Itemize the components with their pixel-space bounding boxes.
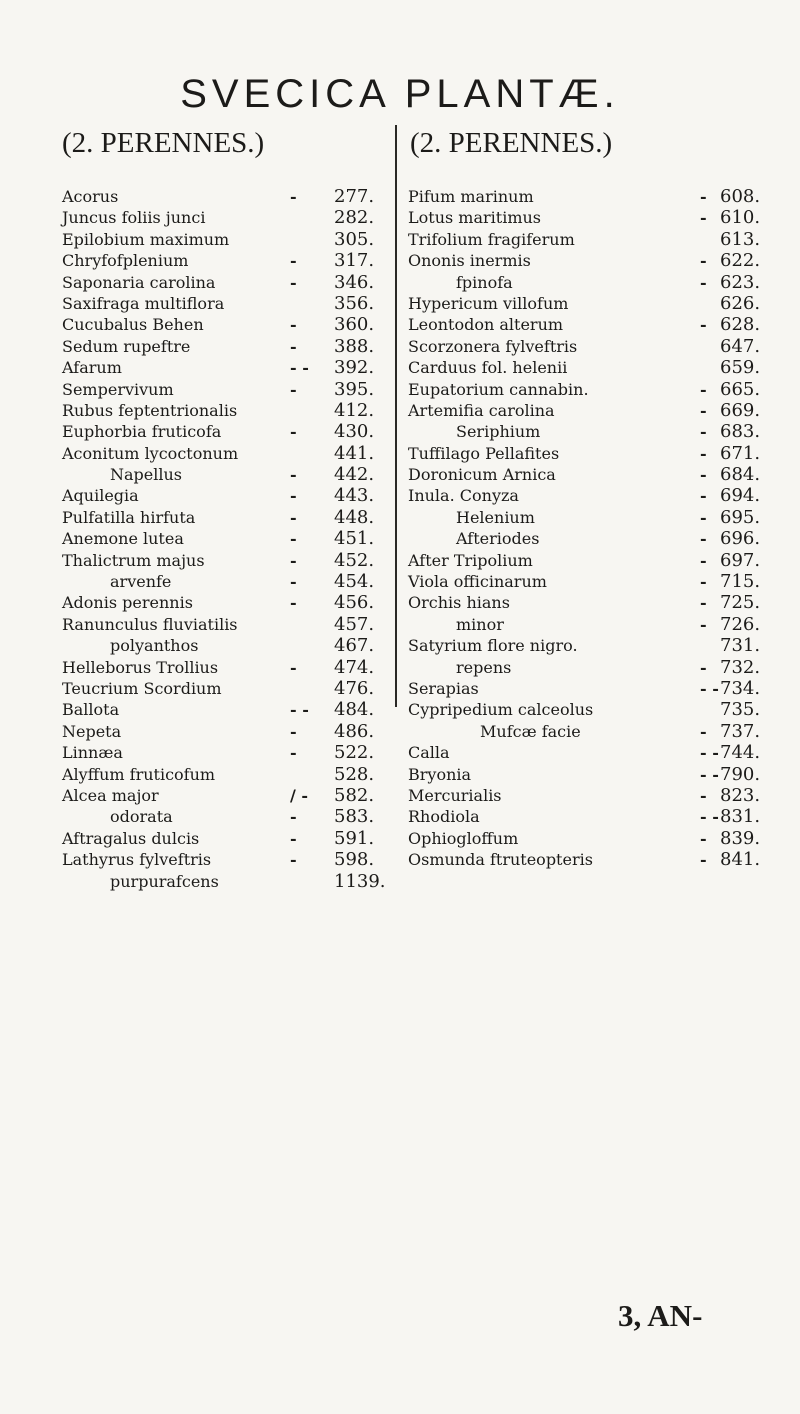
leader-dash: - (700, 422, 707, 442)
page-number: 628. (720, 314, 761, 336)
left-plant-list (62, 186, 387, 892)
leader-dash: - (290, 807, 297, 827)
plant-name: Serapias (408, 678, 479, 698)
leader-dash: - (290, 422, 297, 442)
page-number: 715. (720, 571, 761, 593)
plant-name: minor (456, 614, 504, 634)
plant-name: Ophiogloffum (408, 828, 519, 848)
plant-name: Eupatorium cannabin. (408, 379, 589, 399)
plant-entry (62, 721, 387, 742)
leader-dash: - (290, 272, 297, 292)
page-number: 582. (334, 784, 375, 806)
leader-dash: - (700, 400, 707, 420)
page-number: 392. (334, 357, 375, 379)
plant-entry (408, 292, 761, 314)
leader-dash: - (290, 743, 297, 763)
page-number: 726. (720, 613, 761, 635)
page-number: 317. (334, 250, 375, 272)
page-number: 737. (720, 720, 761, 742)
page-number: 474. (334, 656, 375, 678)
plant-entry (408, 742, 761, 764)
plant-entry (62, 592, 387, 613)
page-number: 528. (334, 763, 375, 785)
plant-entry (408, 592, 761, 614)
page-number: 671. (720, 442, 761, 464)
leader-dash: - (700, 272, 707, 292)
page-number: 623. (720, 271, 761, 293)
leader-dash: - (700, 208, 707, 228)
page-number: 395. (334, 378, 375, 400)
plant-entry (408, 357, 761, 379)
plant-entry (408, 656, 761, 678)
plant-name: odorata (110, 807, 173, 827)
leader-dash: - (700, 465, 707, 485)
plant-name: Alyffum fruticofum (62, 764, 216, 784)
column-divider (395, 125, 397, 707)
page-number: 696. (720, 528, 761, 550)
plant-entry (62, 871, 387, 892)
plant-name: Anemone lutea (62, 529, 184, 549)
leader-dash: - (290, 379, 297, 399)
plant-name: repens (456, 657, 512, 677)
page-number: 732. (720, 656, 761, 678)
plant-name: Aftragalus dulcis (62, 828, 200, 848)
plant-entry (408, 784, 761, 806)
plant-name: After Tripolium (408, 550, 533, 570)
page-number: 441. (334, 442, 375, 464)
leader-dash: - - (700, 764, 719, 784)
leader-dash: - (700, 315, 707, 335)
leader-dash: - (700, 379, 707, 399)
leader-dash: - (700, 657, 707, 677)
plant-name: Artemifia carolina (408, 400, 555, 420)
page-number: 486. (334, 720, 375, 742)
plant-entry (408, 528, 761, 550)
plant-entry (62, 635, 387, 656)
leader-dash: - (290, 572, 297, 592)
leader-dash: - (290, 593, 297, 613)
plant-entry (408, 699, 761, 721)
page-number: 647. (720, 335, 761, 357)
right-column-header: (2. PERENNES.) (410, 127, 613, 159)
leader-dash: - (290, 486, 297, 506)
plant-name: Epilobium maximum (62, 229, 230, 249)
leader-dash: - (700, 187, 707, 206)
plant-entry (408, 228, 761, 250)
leader-dash: - (290, 507, 297, 527)
leader-dash: / - (290, 785, 309, 805)
plant-name: Cucubalus Behen (62, 315, 204, 335)
plant-name: Afarum (62, 358, 122, 378)
leader-dash: - (700, 529, 707, 549)
page-number: 608. (720, 186, 761, 207)
plant-entry (62, 571, 387, 592)
plant-name: Pifum marinum (408, 187, 534, 206)
plant-entry (408, 549, 761, 571)
plant-name: Inula. Conyza (408, 486, 519, 506)
plant-name: Saxifraga multiflora (62, 293, 225, 313)
page-title: SVECICA PLANTÆ. (180, 72, 620, 116)
plant-entry (62, 207, 387, 228)
page-number: 735. (720, 699, 761, 721)
page-number: 622. (720, 250, 761, 272)
leader-dash: - (700, 721, 707, 741)
plant-entry (408, 635, 761, 657)
plant-entry (408, 186, 761, 207)
page-number: 452. (334, 549, 375, 571)
plant-entry (62, 507, 387, 528)
page-number: 454. (334, 571, 375, 593)
leader-dash: - - (290, 700, 309, 720)
page-number: 823. (720, 784, 761, 806)
plant-name: Nepeta (62, 721, 122, 741)
leader-dash: - (290, 465, 297, 485)
plant-entry (62, 379, 387, 400)
plant-name: Euphorbia fruticofa (62, 422, 222, 442)
plant-entry (408, 442, 761, 464)
leader-dash: - - (290, 358, 309, 378)
plant-name: Ballota (62, 700, 120, 720)
plant-entry (62, 764, 387, 785)
plant-name: Adonis perennis (62, 593, 193, 613)
page-number: 282. (334, 207, 375, 229)
leader-dash: - (700, 785, 707, 805)
page-number: 360. (334, 314, 375, 336)
plant-name: Thalictrum majus (62, 550, 205, 570)
plant-name: Mufcæ facie (480, 721, 581, 741)
plant-entry (408, 250, 761, 272)
plant-entry (408, 677, 761, 699)
page-number: 734. (720, 677, 761, 699)
plant-name: Helleborus Trollius (62, 657, 219, 677)
page-number: 448. (334, 506, 375, 528)
plant-name: Ononis inermis (408, 251, 531, 271)
page-number: 457. (334, 613, 375, 635)
plant-entry (408, 827, 761, 849)
page-number: 356. (334, 292, 375, 314)
plant-name: Aconitum lycoctonum (62, 443, 239, 463)
plant-name: Tuffilago Pellafites (408, 443, 560, 463)
plant-name: Napellus (110, 465, 182, 485)
leader-dash: - (700, 251, 707, 271)
page-number: 1139. (334, 870, 386, 892)
leader-dash: - (700, 507, 707, 527)
plant-name: Seriphium (456, 422, 541, 442)
page-number: 725. (720, 592, 761, 614)
page-number: 598. (334, 849, 375, 871)
plant-entry (408, 571, 761, 593)
plant-entry (62, 699, 387, 720)
plant-entry (408, 485, 761, 507)
plant-name: arvenfe (110, 572, 172, 592)
plant-name: Trifolium fragiferum (408, 229, 575, 249)
plant-entry (62, 678, 387, 699)
plant-name: Bryonia (408, 764, 472, 784)
plant-name: Viola officinarum (408, 572, 547, 592)
leader-dash: - (290, 657, 297, 677)
plant-entry (62, 421, 387, 442)
page-number: 591. (334, 827, 375, 849)
leader-dash: - - (700, 678, 719, 698)
page-number: 669. (720, 399, 761, 421)
leader-dash: - (700, 550, 707, 570)
plant-name: Satyrium flore nigro. (408, 636, 578, 656)
plant-name: Sempervivum (62, 379, 174, 399)
plant-name: Sedum rupeftre (62, 336, 191, 356)
plant-name: Afteriodes (456, 529, 540, 549)
page-number: 744. (720, 742, 761, 764)
plant-entry (62, 464, 387, 485)
plant-name: Aquilegia (62, 486, 139, 506)
page-number: 697. (720, 549, 761, 571)
plant-name: Ranunculus fluviatilis (62, 614, 238, 634)
plant-entry (62, 293, 387, 314)
page-number: 684. (720, 464, 761, 486)
leader-dash: - (700, 850, 707, 870)
plant-name: Acorus (62, 187, 119, 206)
page-number: 683. (720, 421, 761, 443)
plant-name: Cypripedium calceolus (408, 700, 594, 720)
plant-entry (408, 763, 761, 785)
plant-name: Lotus maritimus (408, 208, 541, 228)
plant-entry (62, 250, 387, 271)
plant-entry (408, 613, 761, 635)
page-number: 476. (334, 677, 375, 699)
plant-name: Carduus fol. helenii (408, 358, 568, 378)
plant-entry (62, 742, 387, 763)
page-number: 839. (720, 827, 761, 849)
plant-entry (62, 400, 387, 421)
plant-entry (62, 314, 387, 335)
leader-dash: - - (700, 807, 719, 827)
plant-entry (408, 720, 761, 742)
plant-entry (62, 785, 387, 806)
page-number: 731. (720, 635, 761, 657)
plant-entry (62, 828, 387, 849)
plant-name: Alcea major (62, 785, 159, 805)
leader-dash: - (700, 572, 707, 592)
plant-name: Calla (408, 743, 450, 763)
page-number: 443. (334, 485, 375, 507)
page-number: 346. (334, 271, 375, 293)
plant-name: Hypericum villofum (408, 293, 569, 313)
plant-entry (62, 229, 387, 250)
plant-entry (62, 849, 387, 870)
plant-name: Juncus foliis junci (62, 208, 206, 228)
page-number: 694. (720, 485, 761, 507)
right-plant-list (408, 186, 761, 871)
plant-name: Osmunda ftruteopteris (408, 850, 593, 870)
leader-dash: - (290, 529, 297, 549)
plant-name: Scorzonera fylveftris (408, 336, 578, 356)
leader-dash: - (290, 850, 297, 870)
plant-name: Lathyrus fylveftris (62, 850, 212, 870)
page-number: 613. (720, 228, 761, 250)
left-column-header: (2. PERENNES.) (62, 127, 265, 159)
plant-name: purpurafcens (110, 871, 219, 891)
plant-entry (408, 271, 761, 293)
page-number: 456. (334, 592, 375, 614)
plant-name: Saponaria carolina (62, 272, 216, 292)
plant-entry (408, 314, 761, 336)
plant-entry (62, 550, 387, 571)
plant-name: Rubus feptentrionalis (62, 400, 238, 420)
page-number: 695. (720, 506, 761, 528)
plant-name: Chryfofplenium (62, 251, 189, 271)
plant-entry (408, 849, 761, 871)
plant-name: Mercurialis (408, 785, 502, 805)
leader-dash: - (290, 550, 297, 570)
page-number: 790. (720, 763, 761, 785)
leader-dash: - (290, 315, 297, 335)
page-number: 430. (334, 421, 375, 443)
plant-entry (408, 421, 761, 443)
leader-dash: - - (700, 743, 719, 763)
plant-entry (62, 336, 387, 357)
plant-name: Linnæa (62, 743, 123, 763)
leader-dash: - (290, 251, 297, 271)
plant-name: polyanthos (110, 636, 199, 656)
plant-entry (62, 272, 387, 293)
plant-entry (408, 399, 761, 421)
plant-entry (62, 806, 387, 827)
plant-name: fpinofa (456, 272, 513, 292)
plant-name: Leontodon alterum (408, 315, 564, 335)
page-number: 277. (334, 186, 375, 207)
leader-dash: - (290, 828, 297, 848)
page-number: 626. (720, 292, 761, 314)
leader-dash: - (290, 336, 297, 356)
plant-entry (408, 335, 761, 357)
leader-dash: - (700, 486, 707, 506)
page-number: 831. (720, 806, 761, 828)
leader-dash: - (290, 187, 297, 206)
leader-dash: - (700, 828, 707, 848)
plant-entry (408, 506, 761, 528)
plant-entry (408, 207, 761, 229)
plant-name: Pulfatilla hirfuta (62, 507, 196, 527)
page-number: 522. (334, 742, 375, 764)
page-number: 841. (720, 849, 761, 871)
plant-entry (62, 443, 387, 464)
plant-entry (62, 186, 387, 207)
plant-name: Doronicum Arnica (408, 465, 556, 485)
page-number: 610. (720, 207, 761, 229)
page-number: 659. (720, 357, 761, 379)
plant-name: Teucrium Scordium (62, 678, 222, 698)
plant-name: Helenium (456, 507, 535, 527)
page-number: 442. (334, 464, 375, 486)
plant-name: Orchis hians (408, 593, 510, 613)
leader-dash: - (700, 443, 707, 463)
plant-entry (408, 806, 761, 828)
page-number: 305. (334, 228, 375, 250)
plant-entry (62, 614, 387, 635)
leader-dash: - (700, 614, 707, 634)
page-number: 467. (334, 635, 375, 657)
plant-name: Rhodiola (408, 807, 480, 827)
plant-entry (62, 357, 387, 378)
plant-entry (408, 378, 761, 400)
plant-entry (62, 657, 387, 678)
page-number: 451. (334, 528, 375, 550)
plant-entry (62, 485, 387, 506)
plant-entry (408, 464, 761, 486)
leader-dash: - (290, 721, 297, 741)
plant-entry (62, 528, 387, 549)
leader-dash: - (700, 593, 707, 613)
page-number: 388. (334, 335, 375, 357)
page-number: 583. (334, 806, 375, 828)
page-number: 665. (720, 378, 761, 400)
page-number: 412. (334, 399, 375, 421)
catchword: 3, AN- (618, 1298, 703, 1333)
page-number: 484. (334, 699, 375, 721)
